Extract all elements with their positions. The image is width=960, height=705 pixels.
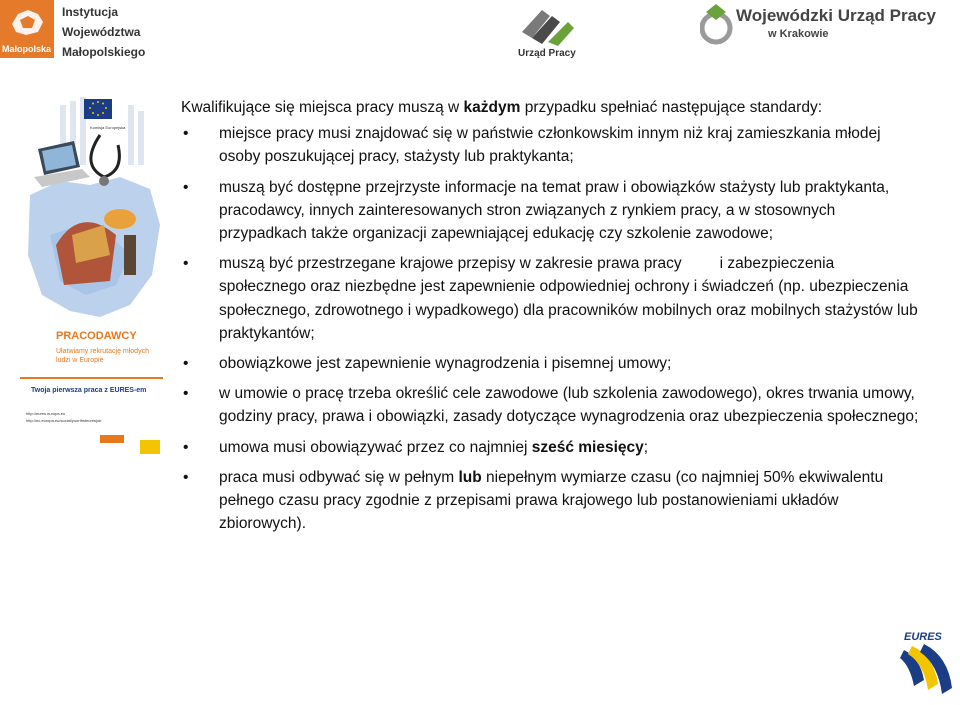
intro-paragraph [181,96,921,119]
malopolska-map-icon [8,6,46,38]
malopolska-badge-label: Małopolska [2,44,52,54]
eures-logo-text: EURES [904,631,942,643]
list-item [181,352,921,375]
bullet-icon: • [183,125,189,143]
poster-slogan: Twoja pierwsza praca z EURES-em [31,387,147,394]
malopolska-line2: Województwa [62,25,141,39]
list-item-text: miejsce pracy musi znajdować się w państwie członkowskim innym niż kraj zamieszkania młodej osoby poszukującej pracy, stażysty lub praktykanta; [219,125,881,166]
list-item [181,252,921,345]
list-item-text-bold: sześć miesięcy [531,438,644,456]
poster-subtitle: Ułatwiamy rekrutację młodych ludzi w Europie [56,348,149,364]
list-item [181,382,921,428]
eures-poster [20,85,163,455]
list-item [181,122,921,168]
malopolska-line1: Instytucja [62,5,119,19]
list-item-text: w umowie o pracę trzeba określić cele zawodowe (lub szkolenia zawodowego), okres trwania umowy, godziny pracy, prawa i obowiązki, zasady dotyczące wynagrodzenia oraz ubezpieczenia społecznego; [219,385,919,426]
poster-url1: http://eures.europa.eu [26,411,66,416]
main-content [181,96,921,535]
bullet-icon: • [183,178,189,196]
urzad-pracy-emblem-icon [508,2,586,48]
poster-title: PRACODAWCY [56,330,137,342]
urzad-pracy-label: Urząd Pracy [518,48,576,59]
list-item-text: obowiązkowe jest zapewnienie wynagrodzenia i pisemnej umowy; [219,355,672,373]
wup-subtitle: w Krakowie [768,28,829,40]
malopolska-logo [0,0,150,68]
malopolska-name [62,2,145,62]
list-item [181,436,921,459]
bullet-icon: • [183,255,189,273]
list-item-text-a: muszą być przestrzegane krajowe przepisy w zakresie prawa pracy [219,255,682,273]
malopolska-line3: Małopolskiego [62,45,146,59]
bullet-icon: • [183,468,189,486]
wup-title: Wojewódzki Urząd Pracy [736,6,936,25]
poster-url2: http://ec.europa.eu/social/yourfirsteuresjob [26,418,102,423]
poster-komisja: Komisja Europejska [90,125,126,130]
eures-emblem-icon [890,630,960,700]
list-item-text-before: umowa musi obowiązywać przez co najmniej [219,438,532,456]
bullet-icon: • [183,385,189,403]
intro-text-bold: każdym [463,99,521,116]
bullet-icon: • [183,355,189,373]
list-item [181,176,921,246]
list-item-text-after: ; [643,438,649,456]
wup-emblem-icon [700,2,734,50]
bullet-icon: • [183,438,189,456]
list-item-text: muszą być dostępne przejrzyste informacje na temat praw i obowiązków stażysty lub praktykanta, pracodawcy, innych zainteresowanych stron związanych z rynkiem pracy, a w stosownych przypadkach także organizacji zapewniającej edukację czy szkolenie zawodowe; [219,178,890,243]
intro-text-after: przypadku spełniać następujące standardy: [520,99,822,116]
list-item-text-bold: lub [458,468,482,486]
intro-text-before: Kwalifikujące się miejsca pracy muszą w [181,99,464,116]
list-item-text-before: praca musi odbywać się w pełnym [219,468,459,486]
list-item-text-after: niepełnym wymiarze czasu (co najmniej 50% ekwiwalentu pełnego czasu pracy zgodnie z przepisami prawa krajowego lub postanowieniami układów zbiorowych). [219,468,884,533]
wup-logo [700,2,960,52]
standards-list [181,122,921,535]
list-item-text-b: i zabezpieczenia społecznego oraz niezbędne jest zapewnienie odpowiedniej ochrony i świadczeń (np. ubezpieczenia społecznego, zdrowotnego i wypadkowego) dla pracowników mobilnych oraz mobilnych stażystów lub praktykantów; [219,255,918,342]
malopolska-badge [0,0,54,58]
list-item [181,466,921,536]
urzad-pracy-logo [508,2,586,64]
poster-illustration [20,85,163,455]
eures-logo [890,630,960,700]
